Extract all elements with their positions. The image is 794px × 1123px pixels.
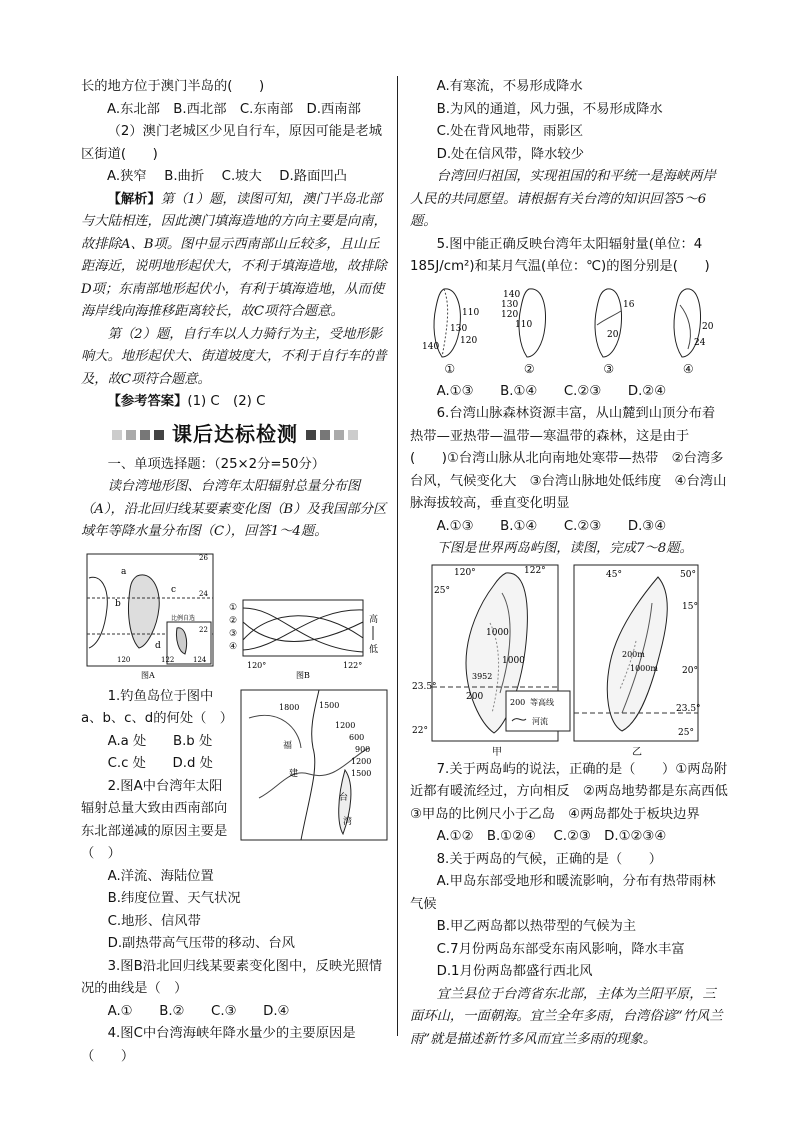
- section-heading: 一、单项选择题：（25×2分=50分）: [107, 456, 326, 472]
- island-yi-label: 乙: [632, 746, 642, 758]
- fig-a-label-b: b: [115, 598, 121, 609]
- section-banner: [81, 418, 389, 452]
- jia-lat-25: 25°: [434, 585, 450, 596]
- fig-a-label-a: a: [121, 566, 127, 577]
- map-2-label: ②: [523, 361, 535, 376]
- q2-option-b: B.纬度位置、天气状况: [107, 891, 241, 906]
- fig-a-caption: 图A: [141, 670, 155, 680]
- fig-a-tick-122: 122: [161, 655, 175, 664]
- fig-a-tick-24: 24: [199, 589, 208, 598]
- intro-taiwan: 台湾回归祖国，实现祖国的和平统一是海峡两岸人民的共同愿望。请根据有关台湾的知识回答5～6题。: [410, 169, 716, 229]
- yi-lat-23-5: 23.5°: [676, 703, 701, 714]
- q5: 5.图中能正确反映台湾年太阳辐射量(单位：4 185J/cm²)和某月气温(单位：℃)的图分别是( ): [410, 236, 710, 274]
- q5-maps: [410, 283, 728, 361]
- legend-contour: 等高线: [530, 697, 554, 707]
- intro-islands: 下图是世界两岛屿图，读图，完成7～8题。: [436, 541, 693, 556]
- map-4: [658, 285, 718, 361]
- jia-elev-200: 200: [466, 691, 484, 702]
- figure-c-svg: [239, 688, 389, 844]
- q2-option-a: A.洋流、海陆位置: [107, 868, 214, 884]
- q6-options: A.①③ B.①④ C.②③ D.③④: [436, 518, 667, 534]
- fig-c-600: 600: [349, 732, 365, 742]
- map-2: [499, 285, 559, 361]
- q1-options-ab: A.a 处 B.b 处: [107, 733, 213, 749]
- q8-option-b: B.甲乙两岛都以热带型的气候为主: [436, 919, 637, 934]
- map-1: [420, 285, 480, 361]
- fig-c-jian: 建: [289, 768, 299, 779]
- jia-lat-23-5: 23.5°: [412, 681, 437, 692]
- yi-lat-20: 20°: [682, 665, 698, 676]
- q3: 3.图B沿北回归线某要素变化图中，反映光照情况的曲线是（ ）: [81, 958, 383, 996]
- figure-c: [239, 688, 389, 844]
- left-column: [81, 76, 389, 1068]
- fig-b-legend-3: ③: [229, 628, 238, 639]
- fig-c-wan: 湾: [343, 816, 353, 827]
- q8-option-c: C.7月份两岛东部受东南风影响，降水丰富: [436, 941, 685, 957]
- map-3-label: ③: [603, 361, 615, 376]
- question-2-options: A.狭窄 B.曲折 C.坡大 D.路面凹凸: [107, 169, 347, 184]
- analysis-paragraph-1: [81, 189, 389, 324]
- map-2-d: 110: [515, 319, 533, 330]
- map-1-c: 130: [449, 323, 467, 334]
- q1: 1.钓鱼岛位于图中a、b、c、d的何处（ ）: [81, 688, 234, 726]
- fig-b-x-120: 120°: [247, 660, 267, 670]
- jia-elev-1000b: 1000: [502, 655, 525, 666]
- q5-map-labels: [410, 361, 728, 377]
- q7: 7.关于两岛屿的说法，正确的是（ ）①两岛附近都有暖流经过，方向相反 ②两岛地势都是东高西低 ③甲岛的比例尺小于乙岛 ④两岛都处于板块边界: [410, 761, 742, 822]
- answer-line: [81, 391, 389, 414]
- fig-c-tai: 台: [339, 792, 349, 803]
- fig-a-label-c: c: [171, 584, 177, 595]
- q6: 6.台湾山脉森林资源丰富，从山麓到山顶分布着热带—亚热带—温带—寒温带的森林，这是由于( )①台湾山脉从北向南地处寒带—热带 ②台湾多台风，气候变化大 ③台湾山脉地处低纬度 ④台湾山脉海拔较高，垂直变化明显: [410, 406, 727, 511]
- q7-options: A.①② B.①②④ C.②③ D.①②③④: [436, 829, 667, 844]
- fig-b-legend-2: ②: [229, 615, 238, 626]
- yi-elev-1000m: 1000m: [630, 663, 658, 673]
- q4-option-d: D.处在信风带，降水较少: [436, 146, 585, 162]
- fig-b-high: 高: [369, 614, 379, 625]
- analysis-paragraph-2: 第（2）题，自行车以人力骑行为主，受地形影响大。地形起伏大、街道坡度大，不利于自行车的普及，故C项符合题意。: [81, 326, 387, 387]
- q2-option-c: C.地形、信风带: [107, 913, 201, 929]
- fig-c-1500b: 1500: [351, 768, 372, 778]
- q8: 8.关于两岛的气候，正确的是（ ）: [436, 851, 663, 867]
- q8-option-d: D.1月份两岛都盛行西北风: [436, 964, 593, 979]
- fig-b-legend-1: ①: [229, 602, 238, 613]
- yi-lon-50: 50°: [680, 569, 696, 580]
- map-2-b: 130: [501, 299, 519, 310]
- yi-elev-200m: 200m: [622, 649, 645, 659]
- analysis-text-1: 第（1）题，读图可知，澳门半岛北部与大陆相连，因此澳门填海造地的方向主要是向南，故排除A、B项。图中显示西南部山丘较多，且山丘距海近，说明地形起伏大，不利于填海造地，故排除D项；东南部地形起伏小，有利于填海造地，从而使海岸线向海推移距离较长，故C项符合题意。: [81, 191, 387, 319]
- analysis-tag: 【解析】: [107, 191, 161, 207]
- column-divider: [397, 76, 398, 1036]
- island-yi: [574, 565, 701, 758]
- yi-lat-25: 25°: [678, 727, 694, 738]
- map-1-d: 140: [421, 341, 439, 352]
- q3-options: A.① B.② C.③ D.④: [107, 1003, 290, 1019]
- question-options: A.东北部 B.西北部 C.东南部 D.西南部: [107, 101, 361, 117]
- jia-lon-120: 120°: [454, 567, 476, 578]
- banner-title: 课后达标检测: [172, 422, 298, 447]
- figure-a-b-svg: [81, 548, 389, 680]
- yi-lon-45: 45°: [606, 569, 622, 580]
- q4-option-b: B.为风的通道，风力强，不易形成降水: [436, 101, 663, 117]
- q2-solar: 2.图A中台湾年太阳辐射总量大致由西南部向东北部递减的原因主要是（ ）: [81, 778, 228, 861]
- map-2-a: 140: [503, 289, 521, 300]
- answer-text: (1) C (2) C: [187, 394, 266, 409]
- answer-tag: 【参考答案】: [107, 394, 188, 409]
- intro-paragraph: 读台湾地形图、台湾年太阳辐射总量分布图（A），沿北回归线某要素变化图（B）及我国部分区域年等降水量分布图（C），回答1～4题。: [81, 479, 387, 539]
- fig-c-900: 900: [355, 744, 371, 754]
- fig-a-label-d: d: [155, 640, 161, 651]
- jia-elev-3952: 3952: [472, 671, 493, 681]
- map-1-b: 120: [459, 335, 477, 346]
- fig-a-inset-label: 比例自选: [171, 614, 196, 622]
- q4: 4.图C中台湾海峡年降水量少的主要原因是（ ）: [81, 1026, 356, 1064]
- figure-b: [229, 600, 378, 680]
- map-2-c: 120: [501, 309, 519, 320]
- island-jia: [412, 565, 570, 758]
- map-4-a: 20: [702, 321, 714, 332]
- fig-b-caption: 图B: [296, 670, 310, 680]
- q5-options: A.①③ B.①④ C.②③ D.②④: [436, 383, 667, 399]
- right-column: [410, 76, 742, 1051]
- jia-elev-1000a: 1000: [486, 627, 509, 638]
- fig-c-fu: 福: [283, 740, 293, 751]
- fig-a-tick-26: 26: [199, 553, 208, 562]
- islands-figure: [410, 563, 728, 759]
- q4-option-a: A.有寒流，不易形成降水: [436, 79, 583, 94]
- fig-b-low: 低: [369, 644, 379, 655]
- yi-lat-15: 15°: [682, 601, 698, 612]
- intro-yilan: 宜兰县位于台湾省东北部，主体为兰阳平原，三面环山，一面朝海。宜兰全年多雨，台湾俗谚“竹风兰雨”就是描述新竹多风而宜兰多雨的现象。: [410, 986, 723, 1047]
- fig-a-tick-120: 120: [117, 655, 131, 664]
- fig-b-legend-4: ④: [229, 641, 238, 652]
- map-3: [579, 285, 639, 361]
- map-4-b: 24: [694, 337, 706, 348]
- island-jia-label: 甲: [492, 746, 502, 758]
- figure-a: [87, 554, 213, 680]
- question-continuation: 长的地方位于澳门半岛的( ): [81, 79, 265, 94]
- q4-option-c: C.处在背风地带，雨影区: [436, 124, 584, 139]
- question-2: （2）澳门老城区少见自行车，原因可能是老城区街道( ): [81, 124, 382, 162]
- map-1-label: ①: [444, 361, 456, 376]
- fig-c-1800: 1800: [279, 702, 300, 712]
- jia-lat-22: 22°: [412, 725, 428, 736]
- map-3-a: 16: [622, 299, 635, 310]
- q2-option-d: D.副热带高气压带的移动、台风: [107, 936, 295, 951]
- map-1-a: 110: [461, 307, 479, 318]
- legend-contour-value: 200: [510, 697, 526, 707]
- fig-c-1200a: 1200: [335, 720, 356, 730]
- figures-a-b: [81, 548, 389, 680]
- jia-lon-122: 122°: [524, 565, 546, 576]
- fig-a-tick-22: 22: [199, 625, 208, 634]
- q1-options-cd: C.c 处 D.d 处: [107, 756, 213, 771]
- map-4-label: ④: [682, 361, 694, 376]
- fig-c-1200b: 1200: [351, 756, 372, 766]
- fig-b-x-122: 122°: [343, 660, 363, 670]
- fig-c-1500: 1500: [319, 700, 340, 710]
- q8-option-a: A.甲岛东部受地形和暖流影响，分布有热带雨林气候: [410, 874, 716, 912]
- legend-river: 河流: [532, 716, 548, 726]
- map-3-b: 20: [606, 329, 619, 340]
- fig-a-tick-124: 124: [193, 655, 207, 664]
